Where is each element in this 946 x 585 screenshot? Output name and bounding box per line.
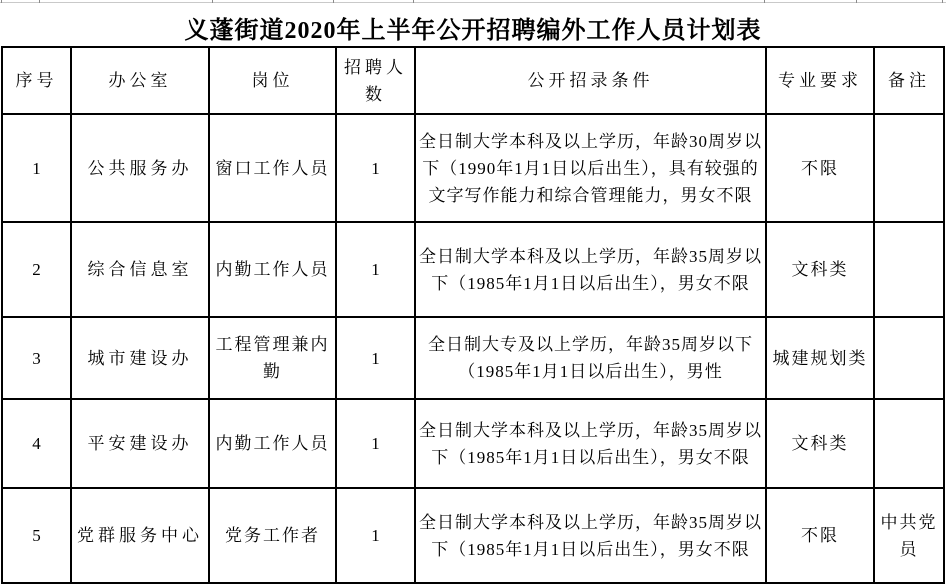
header-cell-major: 专业要求 bbox=[766, 47, 874, 114]
grid-tick bbox=[333, 0, 334, 3]
header-cell-conditions: 公开招录条件 bbox=[415, 47, 766, 114]
cell-remark bbox=[874, 317, 944, 399]
header-cell-position: 岗位 bbox=[209, 47, 336, 114]
cell-index: 5 bbox=[2, 488, 71, 583]
grid-tick bbox=[764, 0, 765, 3]
grid-tick bbox=[942, 0, 943, 3]
cell-office: 城市建设办 bbox=[71, 317, 209, 399]
header-cell-index: 序号 bbox=[2, 47, 71, 114]
cell-headcount: 1 bbox=[336, 488, 415, 583]
cell-position: 内勤工作人员 bbox=[209, 399, 336, 488]
cell-conditions: 全日制大学本科及以上学历，年龄35周岁以下（1985年1月1日以后出生），男女不限 bbox=[415, 488, 766, 583]
cell-remark bbox=[874, 114, 944, 222]
cell-office: 平安建设办 bbox=[71, 399, 209, 488]
cell-office: 公共服务办 bbox=[71, 114, 209, 222]
cell-index: 1 bbox=[2, 114, 71, 222]
cell-major: 文科类 bbox=[766, 222, 874, 317]
cell-position: 工程管理兼内勤 bbox=[209, 317, 336, 399]
cell-remark bbox=[874, 222, 944, 317]
grid-tick bbox=[212, 0, 213, 3]
table-row bbox=[2, 317, 944, 399]
grid-tick bbox=[856, 0, 857, 3]
cell-headcount: 1 bbox=[336, 222, 415, 317]
header-cell-headcount: 招聘人数 bbox=[336, 47, 415, 114]
header-cell-remark: 备注 bbox=[874, 47, 944, 114]
cell-position: 内勤工作人员 bbox=[209, 222, 336, 317]
cell-conditions: 全日制大学本科及以上学历，年龄35周岁以下（1985年1月1日以后出生），男女不限 bbox=[415, 222, 766, 317]
grid-tick bbox=[39, 0, 40, 3]
cell-major: 不限 bbox=[766, 114, 874, 222]
table-header-row bbox=[2, 47, 944, 114]
table-row bbox=[2, 488, 944, 583]
cell-index: 3 bbox=[2, 317, 71, 399]
table-row bbox=[2, 222, 944, 317]
table-row bbox=[2, 399, 944, 488]
cell-headcount: 1 bbox=[336, 114, 415, 222]
cell-remark bbox=[874, 399, 944, 488]
cell-index: 2 bbox=[2, 222, 71, 317]
spreadsheet-grid-artifact bbox=[0, 0, 946, 3]
cell-position: 窗口工作人员 bbox=[209, 114, 336, 222]
cell-remark: 中共党员 bbox=[874, 488, 944, 583]
header-cell-office: 办公室 bbox=[71, 47, 209, 114]
grid-hairline bbox=[0, 2, 946, 3]
cell-headcount: 1 bbox=[336, 317, 415, 399]
cell-major: 不限 bbox=[766, 488, 874, 583]
cell-headcount: 1 bbox=[336, 399, 415, 488]
cell-conditions: 全日制大学本科及以上学历，年龄35周岁以下（1985年1月1日以后出生），男女不限 bbox=[415, 399, 766, 488]
grid-tick bbox=[1, 0, 2, 3]
cell-major: 文科类 bbox=[766, 399, 874, 488]
recruitment-plan-table bbox=[1, 46, 945, 584]
cell-major: 城建规划类 bbox=[766, 317, 874, 399]
cell-conditions: 全日制大学本科及以上学历，年龄30周岁以下（1990年1月1日以后出生），具有较强的文字写作能力和综合管理能力，男女不限 bbox=[415, 114, 766, 222]
cell-office: 党群服务中心 bbox=[71, 488, 209, 583]
cell-office: 综合信息室 bbox=[71, 222, 209, 317]
cell-index: 4 bbox=[2, 399, 71, 488]
cell-position: 党务工作者 bbox=[209, 488, 336, 583]
cell-conditions: 全日制大专及以上学历，年龄35周岁以下（1985年1月1日以后出生），男性 bbox=[415, 317, 766, 399]
page-title: 义蓬街道2020年上半年公开招聘编外工作人员计划表 bbox=[184, 18, 762, 44]
table-row bbox=[2, 114, 944, 222]
grid-tick bbox=[413, 0, 414, 3]
